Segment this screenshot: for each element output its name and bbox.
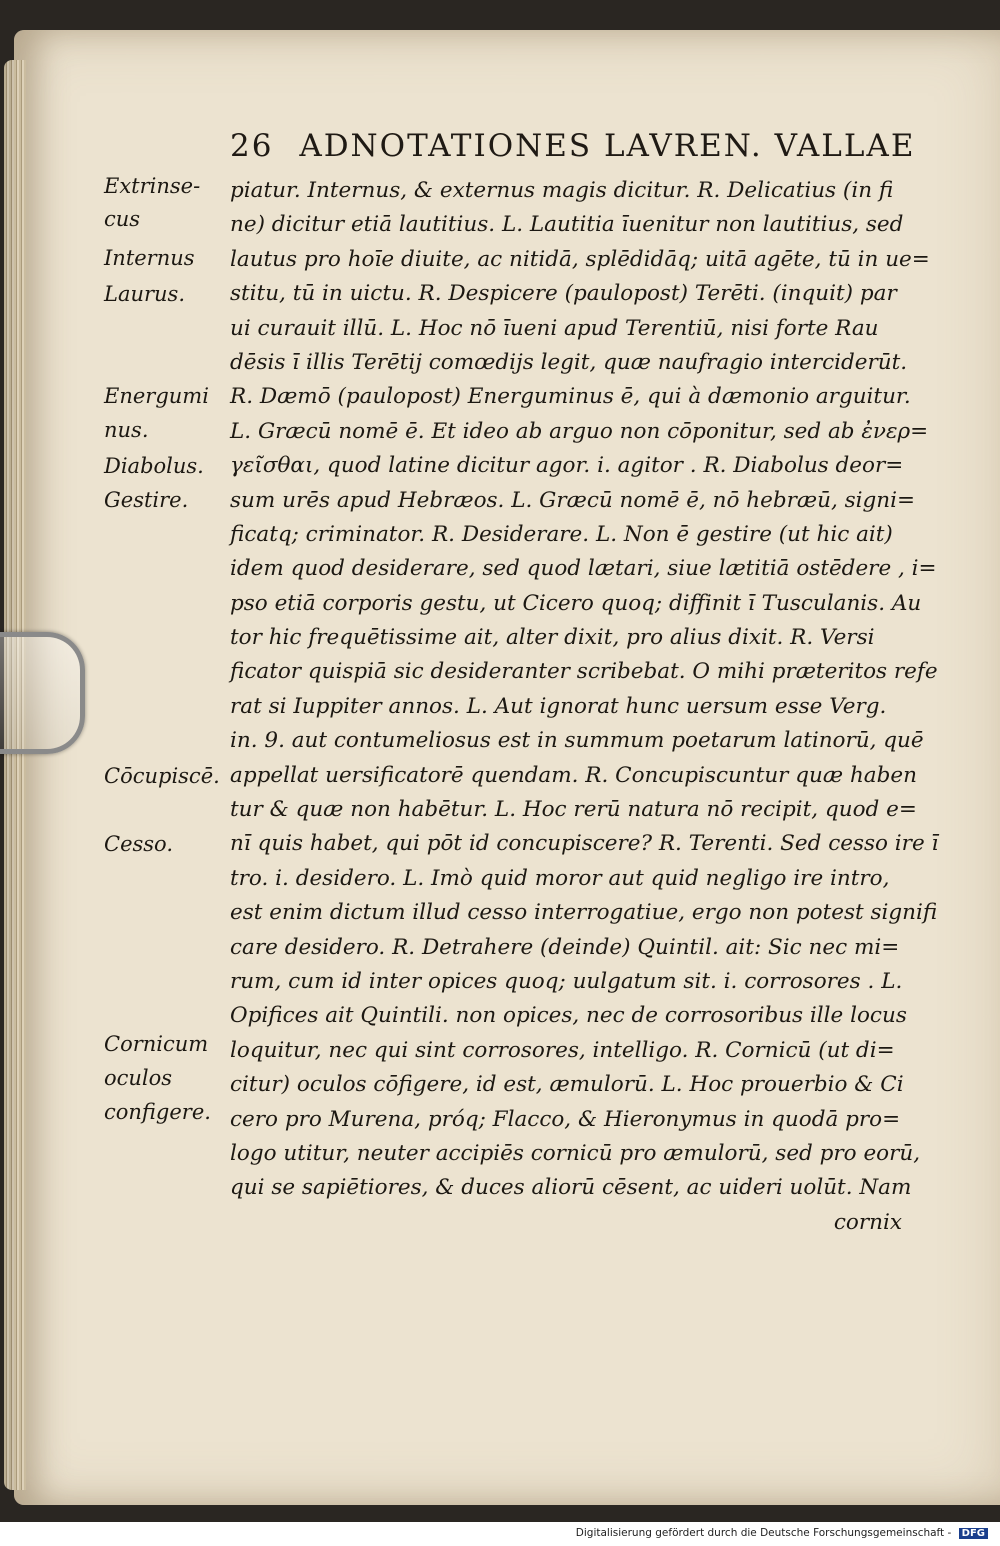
running-title: ADNOTATIONES LAVREN. VALLAE	[299, 128, 916, 164]
text-line: ui curauit illū. L. Hoc nō īueni apud Terentiū, nisi forte Rau	[230, 315, 879, 341]
margin-note: oculos	[104, 1066, 173, 1090]
margin-note: Gestire.	[104, 488, 189, 512]
credit-text: Digitalisierung gefördert durch die Deutsche Forschungsgemeinschaft -	[575, 1527, 952, 1539]
text-line: ficatq; criminator. R. Desiderare. L. Non ē gestire (ut hic ait)	[230, 521, 893, 547]
body-text	[230, 174, 939, 1240]
text-line: qui se sapiētiores, & duces aliorū cēsent, ac uideri uolūt. Nam	[230, 1175, 912, 1201]
text-line: cero pro Murena, próq; Flacco, & Hieronymus in quodā pro=	[230, 1106, 901, 1132]
text-line: idem quod desiderare, sed quod lætari, siue lætitiā ostēdere , i=	[230, 556, 937, 582]
text-line: tor hic frequētissime ait, alter dixit, pro alius dixit. R. Versi	[230, 625, 875, 651]
margin-note: Cesso.	[104, 832, 173, 856]
text-line: L. Græcū nomē ē. Et ideo ab arguo non cōponitur, sed ab ἐνερ=	[230, 418, 929, 444]
text-line: dēsis ī illis Terētij comœdijs legit, quæ naufragio interciderūt.	[230, 349, 908, 375]
text-line: loquitur, nec qui sint corrosores, intelligo. R. Cornicū (ut di=	[230, 1037, 895, 1063]
margin-note: Internus	[104, 246, 195, 270]
text-line: ficator quispiā sic desideranter scribebat. O mihi præteritos refe	[230, 659, 938, 685]
running-head	[230, 128, 916, 164]
catchword: cornix	[833, 1209, 902, 1235]
text-line: piatur. Internus, & externus magis dicitur. R. Delicatius (in fi	[230, 178, 894, 203]
margin-note: Diabolus.	[104, 454, 204, 478]
text-line: Opifices ait Quintili. non opices, nec de corrosoribus ille locus	[230, 1003, 907, 1029]
margin-note: Laurus.	[104, 282, 186, 306]
text-line: nī quis habet, qui pōt id concupiscere? R. Terenti. Sed cesso ire ī	[230, 831, 939, 857]
text-line: tro. i. desidero. L. Imò quid moror aut quid negligo ire intro,	[230, 865, 890, 891]
text-line: γεῖσθαι, quod latine dicitur agor. i. agitor . R. Diabolus deor=	[230, 453, 904, 479]
text-line: R. Dæmō (paulopost) Energuminus ē, qui à dæmonio arguitur.	[230, 384, 911, 410]
text-line: ne) dicitur etiā lautitius. L. Lautitia īuenitur non lautitius, sed	[230, 212, 904, 238]
dfg-logo: DFG	[959, 1528, 988, 1539]
text-line: in. 9. aut contumeliosus est in summum poetarum latinorū, quē	[230, 728, 924, 754]
text-line: tur & quæ non habētur. L. Hoc rerū natura nō recipit, quod e=	[230, 797, 917, 823]
text-line: care desidero. R. Detrahere (deinde) Quintil. ait: Sic nec mi=	[230, 934, 900, 960]
margin-note: Cōcupiscē.	[104, 764, 220, 788]
text-line: rat si Iuppiter annos. L. Aut ignorat hunc uersum esse Verg.	[230, 693, 887, 719]
margin-note: configere.	[104, 1100, 211, 1124]
text-line: citur) oculos cōfigere, id est, æmulorū. L. Hoc prouerbio & Ci	[230, 1072, 904, 1098]
page-edges	[4, 60, 26, 1490]
margin-note: Energumi	[104, 384, 209, 408]
digitization-credit	[576, 1527, 988, 1539]
margin-note: nus.	[104, 418, 149, 442]
margin-note: Extrinse-	[104, 174, 201, 198]
text-line: pso etiā corporis gestu, ut Cicero quoq; diffinit ī Tusculanis. Au	[230, 590, 922, 616]
margin-note: Cornicum	[104, 1032, 209, 1056]
page-number: 26	[230, 128, 274, 164]
text-line: est enim dictum illud cesso interrogatiue, ergo non potest signifi	[230, 900, 938, 926]
margin-note: cus	[104, 207, 141, 231]
book-clip	[0, 632, 85, 754]
text-line: rum, cum id inter opices quoq; uulgatum sit. i. corrosores . L.	[230, 968, 903, 994]
text-line: sum urēs apud Hebræos. L. Græcū nomē ē, nō hebræū, signi=	[230, 487, 916, 513]
text-line: logo utitur, neuter accipiēs cornicū pro æmulorū, sed pro eorū,	[230, 1140, 921, 1166]
text-line: stitu, tū in uictu. R. Despicere (paulopost) Terēti. (inquit) par	[230, 281, 897, 307]
text-line: lautus pro hoīe diuite, ac nitidā, splēdidāq; uitā agēte, tū in ue=	[230, 246, 930, 272]
text-line: appellat uersificatorē quendam. R. Concupiscuntur quæ haben	[230, 762, 917, 788]
